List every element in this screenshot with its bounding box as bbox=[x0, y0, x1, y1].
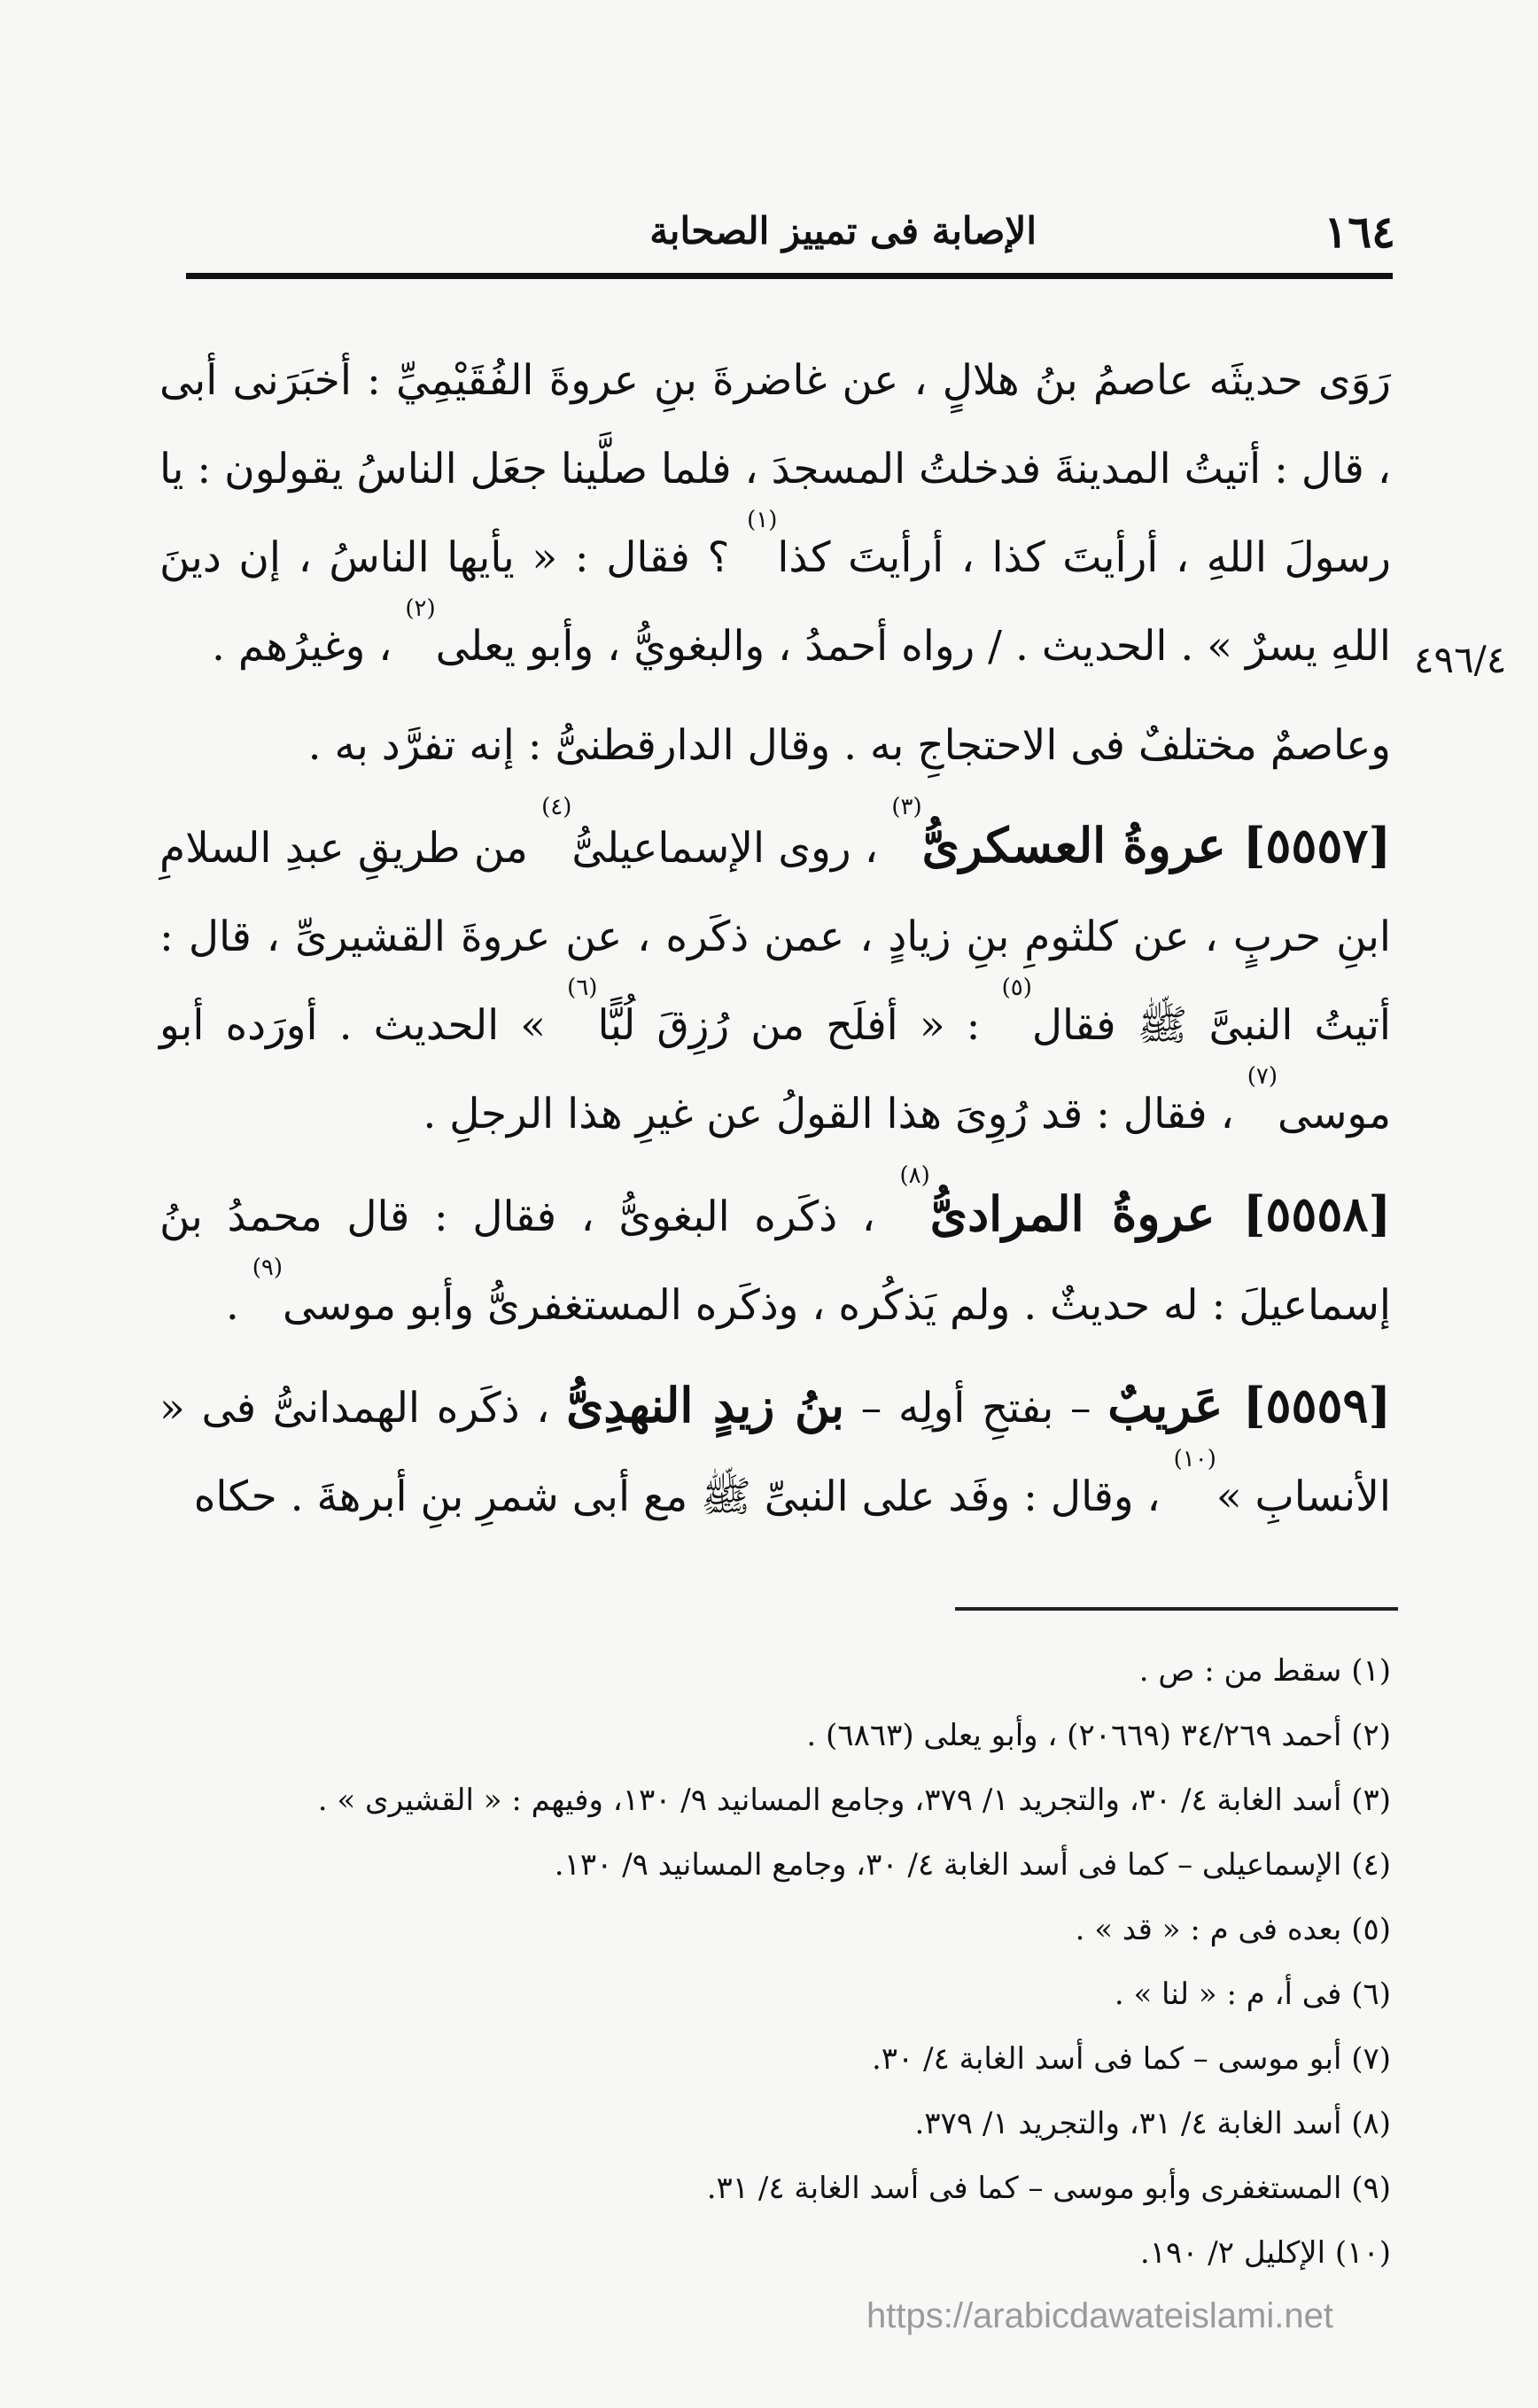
text-segment: : « أفلَح من رُزِقَ لُبًّا bbox=[597, 1001, 1002, 1050]
text-segment: – بفتحِ أولِه – bbox=[844, 1384, 1108, 1433]
margin-reference: ٤٩٦/٤ bbox=[1414, 638, 1507, 681]
text-segment: ، فقال : قد رُوِىَ هذا القولُ عن غيرِ هذا الرجلِ . bbox=[423, 1090, 1247, 1138]
footnote-ref-1[interactable]: (١) bbox=[747, 507, 778, 533]
entry-heading: [٥٥٥٩] عَريبٌ bbox=[1107, 1377, 1392, 1433]
text-segment: وعاصمٌ مختلفٌ فى الاحتجاجِ به . وقال الدارقطنىُّ : إنه تفرَّد به . bbox=[307, 721, 1391, 770]
text-segment: ، وغيرُهم . bbox=[211, 622, 406, 671]
running-title: الإصابة فى تمييز الصحابة bbox=[649, 209, 1037, 252]
footnote-ref-2[interactable]: (٢) bbox=[405, 595, 436, 622]
footnote: (٨) أسد الغابة ٤/ ٣١، والتجريد ١/ ٣٧٩. bbox=[914, 2106, 1391, 2141]
footnote: (٧) أبو موسى – كما فى أسد الغابة ٤/ ٣٠. bbox=[871, 2041, 1391, 2077]
paragraph-comment bbox=[159, 702, 1391, 790]
text-segment: » الحديث . أورَده أبو موسى bbox=[159, 1001, 1391, 1138]
footnote: (٥) بعده فى م : « قد » . bbox=[1075, 1912, 1391, 1947]
text-segment: ، روى الإسماعيلىُّ bbox=[571, 824, 892, 873]
entry-heading: [٥٥٥٨] عروةُ المرادىُّ bbox=[929, 1185, 1391, 1242]
footnote-ref-6[interactable]: (٦) bbox=[567, 975, 598, 1001]
entry-name: بنُ زيدٍ النهدِىُّ bbox=[566, 1377, 845, 1433]
text-segment: ، ذكَره الهمدانىُّ فى « الأنسابِ » bbox=[159, 1384, 1391, 1521]
footnote: (٤) الإسماعيلى – كما فى أسد الغابة ٤/ ٣٠، وجامع المسانيد ٩/ ١٣٠. bbox=[554, 1847, 1391, 1883]
text-segment: من طريقِ عبدِ السلامِ ابنِ حربٍ ، عن كلثومِ بنِ زيادٍ ، عمن ذكَره ، عن عروةَ القشيرىِّ ، قال : أتيتُ النبىَّ ﷺ فقال bbox=[159, 824, 1391, 1050]
footnote-separator bbox=[955, 1607, 1398, 1611]
entry-heading: [٥٥٥٧] عروةُ العسكرىُّ bbox=[921, 817, 1391, 874]
footnote-ref-5[interactable]: (٥) bbox=[1001, 975, 1032, 1001]
header-rule bbox=[186, 273, 1393, 279]
footnote: (٩) المستغفرى وأبو موسى – كما فى أسد الغابة ٤/ ٣١. bbox=[706, 2171, 1391, 2206]
footnote-ref-8[interactable]: (٨) bbox=[899, 1162, 930, 1189]
text-segment: ، وقال : وفَد على النبىِّ ﷺ مع أبى شمرِ بنِ أبرهةَ . حكاه bbox=[193, 1472, 1174, 1521]
footnote-ref-7[interactable]: (٧) bbox=[1247, 1063, 1278, 1090]
paragraph-hadith bbox=[159, 337, 1391, 691]
footnote-ref-10[interactable]: (١٠) bbox=[1173, 1446, 1216, 1472]
footnote-ref-4[interactable]: (٤) bbox=[541, 794, 572, 820]
page-header bbox=[182, 206, 1395, 268]
text-segment: ، ذكَره البغوىُّ ، فقال : قال محمدُ بنُ إسماعيلَ : له حديثٌ . ولم يَذكُره ، وذكَره المستغفرىُّ وأبو موسى bbox=[159, 1192, 1391, 1330]
text-segment: ؟ فقال : « يأيها الناسُ ، إن دينَ اللهِ يسرٌ » . الحديث . / رواه أحمدُ ، والبغويُّ ، وأبو يعلى bbox=[159, 533, 1391, 671]
entry-5558 bbox=[159, 1162, 1391, 1350]
page-number: ١٦٤ bbox=[1324, 206, 1395, 258]
entry-5559 bbox=[159, 1361, 1391, 1542]
footnotes bbox=[177, 1639, 1391, 2286]
footnote: (١) سقط من : ص . bbox=[1138, 1653, 1391, 1689]
main-text bbox=[159, 337, 1391, 1542]
footnote-ref-3[interactable]: (٣) bbox=[891, 794, 922, 820]
footnote-ref-9[interactable]: (٩) bbox=[252, 1254, 283, 1281]
footnote: (١٠) الإكليل ٢/ ١٩٠. bbox=[1139, 2235, 1391, 2271]
text-segment: . bbox=[225, 1281, 252, 1330]
text-segment: رَوَى حديثَه عاصمُ بنُ هلالٍ ، عن غاضرةَ بنِ عروةَ الفُقَيْمِيِّ : أخبَرَنى أبى ، قال : أتيتُ المدينةَ فدخلتُ المسجدَ ، فلما صلَّينا جعَل الناسُ يقولون : يا رسولَ اللهِ ، أرأيتَ كذا ، أرأيتَ كذا bbox=[159, 356, 1391, 582]
footnote: (٣) أسد الغابة ٤/ ٣٠، والتجريد ١/ ٣٧٩، وجامع المسانيد ٩/ ١٣٠، وفيهم : « القشيرى » . bbox=[317, 1783, 1391, 1818]
footnote: (٦) فى أ، م : « لنا » . bbox=[1114, 1977, 1391, 2012]
watermark-url[interactable]: https://arabicdawateislami.net bbox=[866, 2296, 1333, 2335]
footnote: (٢) أحمد ٣٤/٢٦٩ (٢٠٦٦٩) ، وأبو يعلى (٦٨٦٣) . bbox=[806, 1718, 1391, 1753]
entry-5557 bbox=[159, 794, 1391, 1159]
